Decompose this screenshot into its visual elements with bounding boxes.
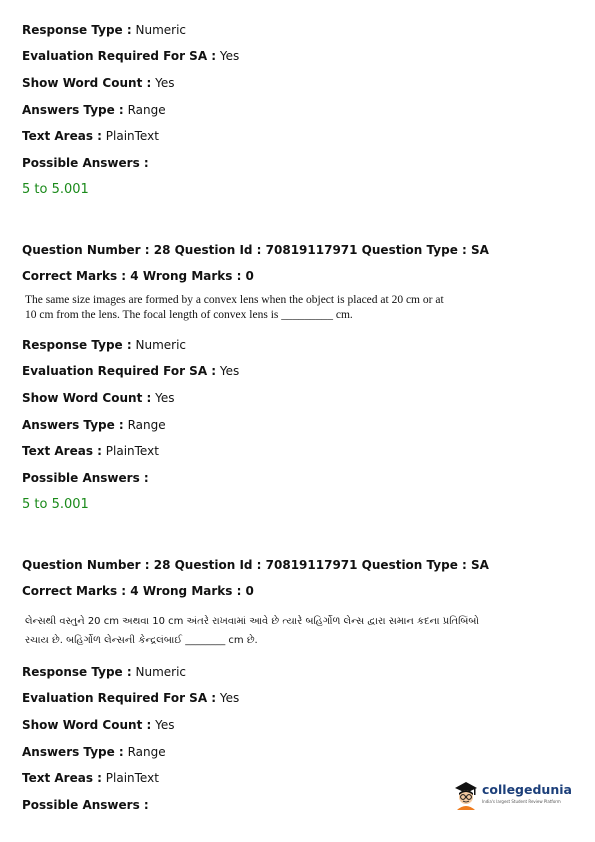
value: Yes (155, 391, 175, 405)
value: Yes (219, 691, 240, 705)
value: Range (127, 103, 166, 117)
value: Yes (155, 76, 175, 90)
header-text: Question Number : 28 Question Id : 70819117971 Question Type : SA (22, 558, 489, 572)
marks-line (22, 583, 254, 599)
answers-type-line (22, 744, 166, 760)
value: PlainText (105, 129, 159, 143)
label: Possible Answers : (22, 156, 149, 170)
word-count-line (22, 717, 174, 733)
value: Numeric (135, 338, 187, 352)
evaluation-line (22, 48, 239, 64)
header-text: Question Number : 28 Question Id : 70819117971 Question Type : SA (22, 243, 489, 257)
possible-answers-line (22, 470, 149, 486)
text-areas-line (22, 443, 159, 459)
label: Text Areas : (22, 444, 102, 458)
value: Yes (219, 364, 240, 378)
text-areas-line (22, 128, 159, 144)
value: Numeric (135, 665, 187, 679)
answers-type-line (22, 102, 166, 118)
value: Numeric (135, 23, 187, 37)
label: Text Areas : (22, 129, 102, 143)
label: Text Areas : (22, 771, 102, 785)
marks-text: Correct Marks : 4 Wrong Marks : 0 (22, 269, 254, 283)
possible-answer-value: 5 to 5.001 (22, 497, 89, 512)
label: Show Word Count : (22, 718, 152, 732)
value: PlainText (105, 771, 159, 785)
text-areas-line (22, 770, 159, 786)
response-type-line (22, 664, 186, 680)
logo-tagline: India's largest Student Review Platform (482, 799, 561, 804)
question-line-1: The same size images are formed by a convex lens when the object is placed at 20 cm or at (25, 294, 444, 306)
marks-line (22, 268, 254, 284)
question-line-1: લેન્સથી વસ્તુને 20 cm અથવા 10 cm અંતરે રાખવામાં આવે છે ત્યારે બહિર્ગોળ લેન્સ દ્વારા સમાન કદના પ્રતિબિંબો (25, 616, 479, 627)
response-type-line (22, 22, 186, 38)
label: Answers Type : (22, 745, 124, 759)
label: Response Type : (22, 665, 132, 679)
word-count-line (22, 75, 174, 91)
label: Answers Type : (22, 103, 124, 117)
label: Response Type : (22, 23, 132, 37)
label: Response Type : (22, 338, 132, 352)
value: Range (127, 745, 166, 759)
label: Evaluation Required For SA : (22, 691, 217, 705)
question-line-2: રચાય છે. બહિર્ગોળ લેન્સની કેન્દ્રલંબાઈ ________ cm છે. (25, 635, 258, 646)
marks-text: Correct Marks : 4 Wrong Marks : 0 (22, 584, 254, 598)
question-header (22, 557, 489, 573)
label: Show Word Count : (22, 391, 152, 405)
value: Range (127, 418, 166, 432)
value: Yes (219, 49, 240, 63)
question-header (22, 242, 489, 258)
question-text-gujarati (25, 612, 479, 650)
response-type-line (22, 337, 186, 353)
logo-wordmark: collegedunia (482, 782, 572, 797)
word-count-line (22, 390, 174, 406)
student-mascot-icon (452, 780, 480, 810)
answers-type-line (22, 417, 166, 433)
label: Possible Answers : (22, 798, 149, 812)
evaluation-line (22, 363, 239, 379)
question-text (25, 293, 444, 323)
label: Answers Type : (22, 418, 124, 432)
label: Possible Answers : (22, 471, 149, 485)
value: Yes (155, 718, 175, 732)
label: Show Word Count : (22, 76, 152, 90)
evaluation-line (22, 690, 239, 706)
value: PlainText (105, 444, 159, 458)
question-line-2: 10 cm from the lens. The focal length of convex lens is _________ cm. (25, 309, 353, 321)
label: Evaluation Required For SA : (22, 49, 217, 63)
label: Evaluation Required For SA : (22, 364, 217, 378)
possible-answers-line (22, 797, 149, 813)
possible-answer-value: 5 to 5.001 (22, 182, 89, 197)
possible-answers-line (22, 155, 149, 171)
collegedunia-logo (452, 780, 577, 812)
